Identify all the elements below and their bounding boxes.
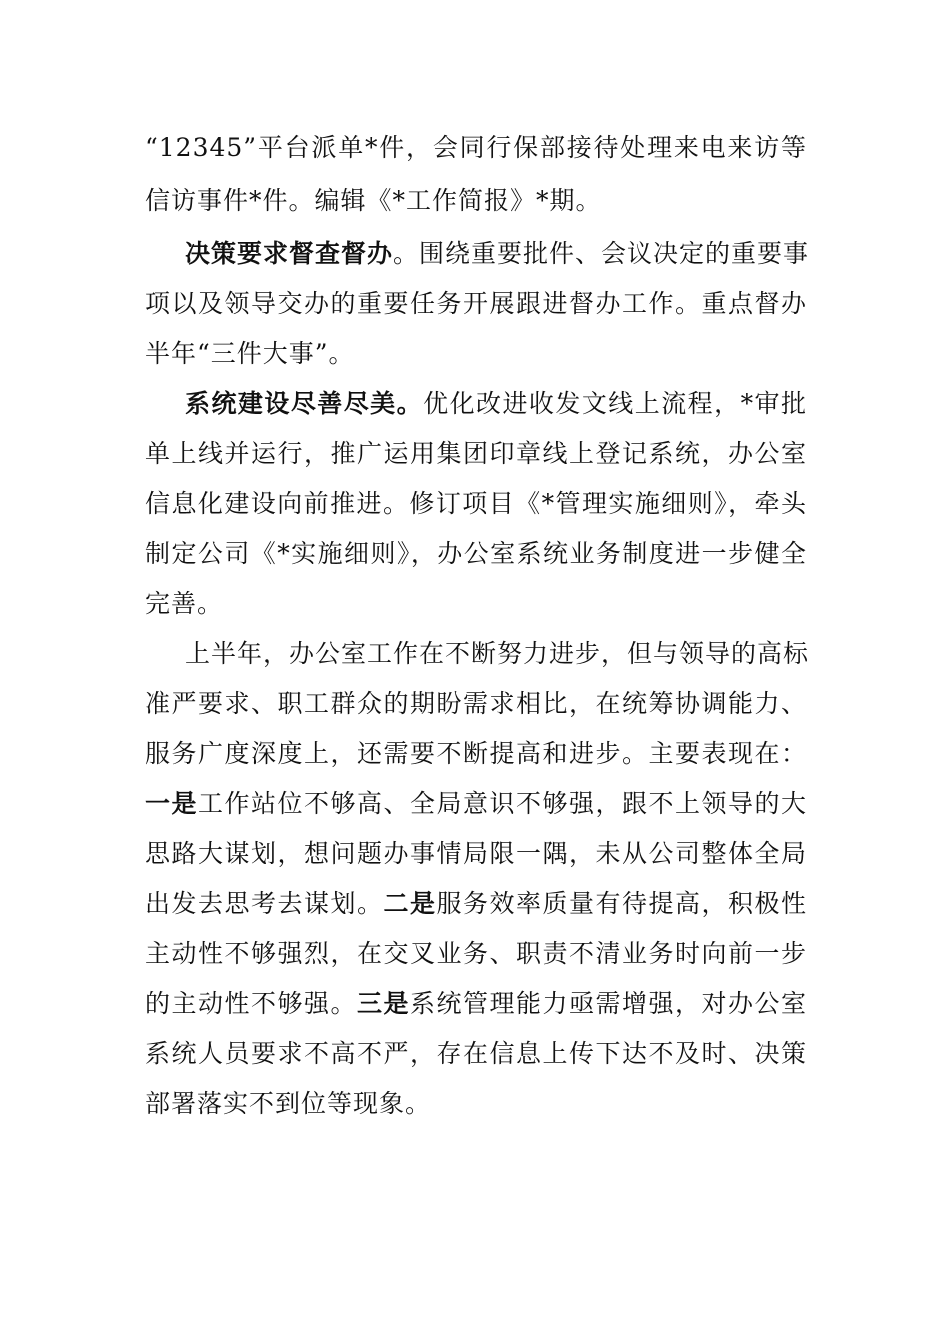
text-segment: 的主动性不够强。 <box>145 989 357 1018</box>
text-segment: 部署落实不到位等现象。 <box>145 1089 432 1118</box>
text-line <box>145 584 223 624</box>
text-segment: 准严要求、职工群众的期盼需求相比，在统筹协调能力、 <box>145 689 807 718</box>
text-segment: “12345”平台派单*件，会同行保部接待处理来电来访等 <box>145 133 807 162</box>
text-line <box>145 734 807 774</box>
text-segment: 系统人员要求不高不严，存在信息上传下达不及时、决策 <box>145 1039 807 1068</box>
text-line <box>145 1084 431 1124</box>
text-line <box>145 684 807 724</box>
text-line <box>145 181 602 221</box>
text-segment: 优化改进收发文线上流程，*审批 <box>423 389 807 418</box>
text-segment: 。围绕重要批件、会议决定的重要事 <box>393 239 810 268</box>
text-line <box>145 884 807 924</box>
text-segment: 半年“三件大事”。 <box>145 339 355 368</box>
text-segment: 主动性不够强烈，在交叉业务、职责不清业务时向前一步 <box>145 939 807 968</box>
paragraph-heading: 决策要求督查督办 <box>185 239 394 268</box>
text-segment: 制定公司《*实施细则》，办公室系统业务制度进一步健全 <box>145 539 807 568</box>
text-line <box>145 784 807 824</box>
text-segment: 信息化建设向前推进。修订项目《*管理实施细则》，牵头 <box>145 489 807 518</box>
enumeration-label: 三是 <box>357 989 410 1018</box>
text-segment: 出发去思考去谋划。 <box>145 889 384 918</box>
text-line <box>145 434 807 474</box>
text-line <box>145 484 807 524</box>
text-line <box>145 284 807 324</box>
text-segment: 服务广度深度上，还需要不断提高和进步。主要表现在： <box>145 739 807 768</box>
text-segment: 上半年，办公室工作在不断努力进步，但与领导的高标 <box>185 639 810 668</box>
paragraph-first-line <box>185 384 807 424</box>
text-line <box>145 534 807 574</box>
text-segment: 完善。 <box>145 589 224 618</box>
text-segment: 项以及领导交办的重要任务开展跟进督办工作。重点督办 <box>145 289 807 318</box>
text-line <box>145 334 355 374</box>
text-segment: 思路大谋划，想问题办事情局限一隅，未从公司整体全局 <box>145 839 807 868</box>
text-line <box>145 1034 807 1074</box>
text-line <box>145 934 807 974</box>
enumeration-label: 一是 <box>145 789 198 818</box>
enumeration-label: 二是 <box>383 889 437 918</box>
paragraph-first-line <box>185 634 810 674</box>
text-segment: 工作站位不够高、全局意识不够强，跟不上领导的大 <box>198 789 807 818</box>
text-segment: 服务效率质量有待提高，积极性 <box>436 889 807 918</box>
text-line <box>145 128 807 168</box>
text-segment: 系统管理能力亟需增强，对办公室 <box>410 989 807 1018</box>
paragraph-heading: 系统建设尽善尽美。 <box>185 389 424 418</box>
text-segment: 信访事件*件。编辑《*工作简报》*期。 <box>145 186 602 215</box>
text-line <box>145 984 807 1024</box>
text-line <box>145 834 807 874</box>
text-segment: 单上线并运行，推广运用集团印章线上登记系统，办公室 <box>145 439 807 468</box>
paragraph-first-line <box>185 234 810 274</box>
